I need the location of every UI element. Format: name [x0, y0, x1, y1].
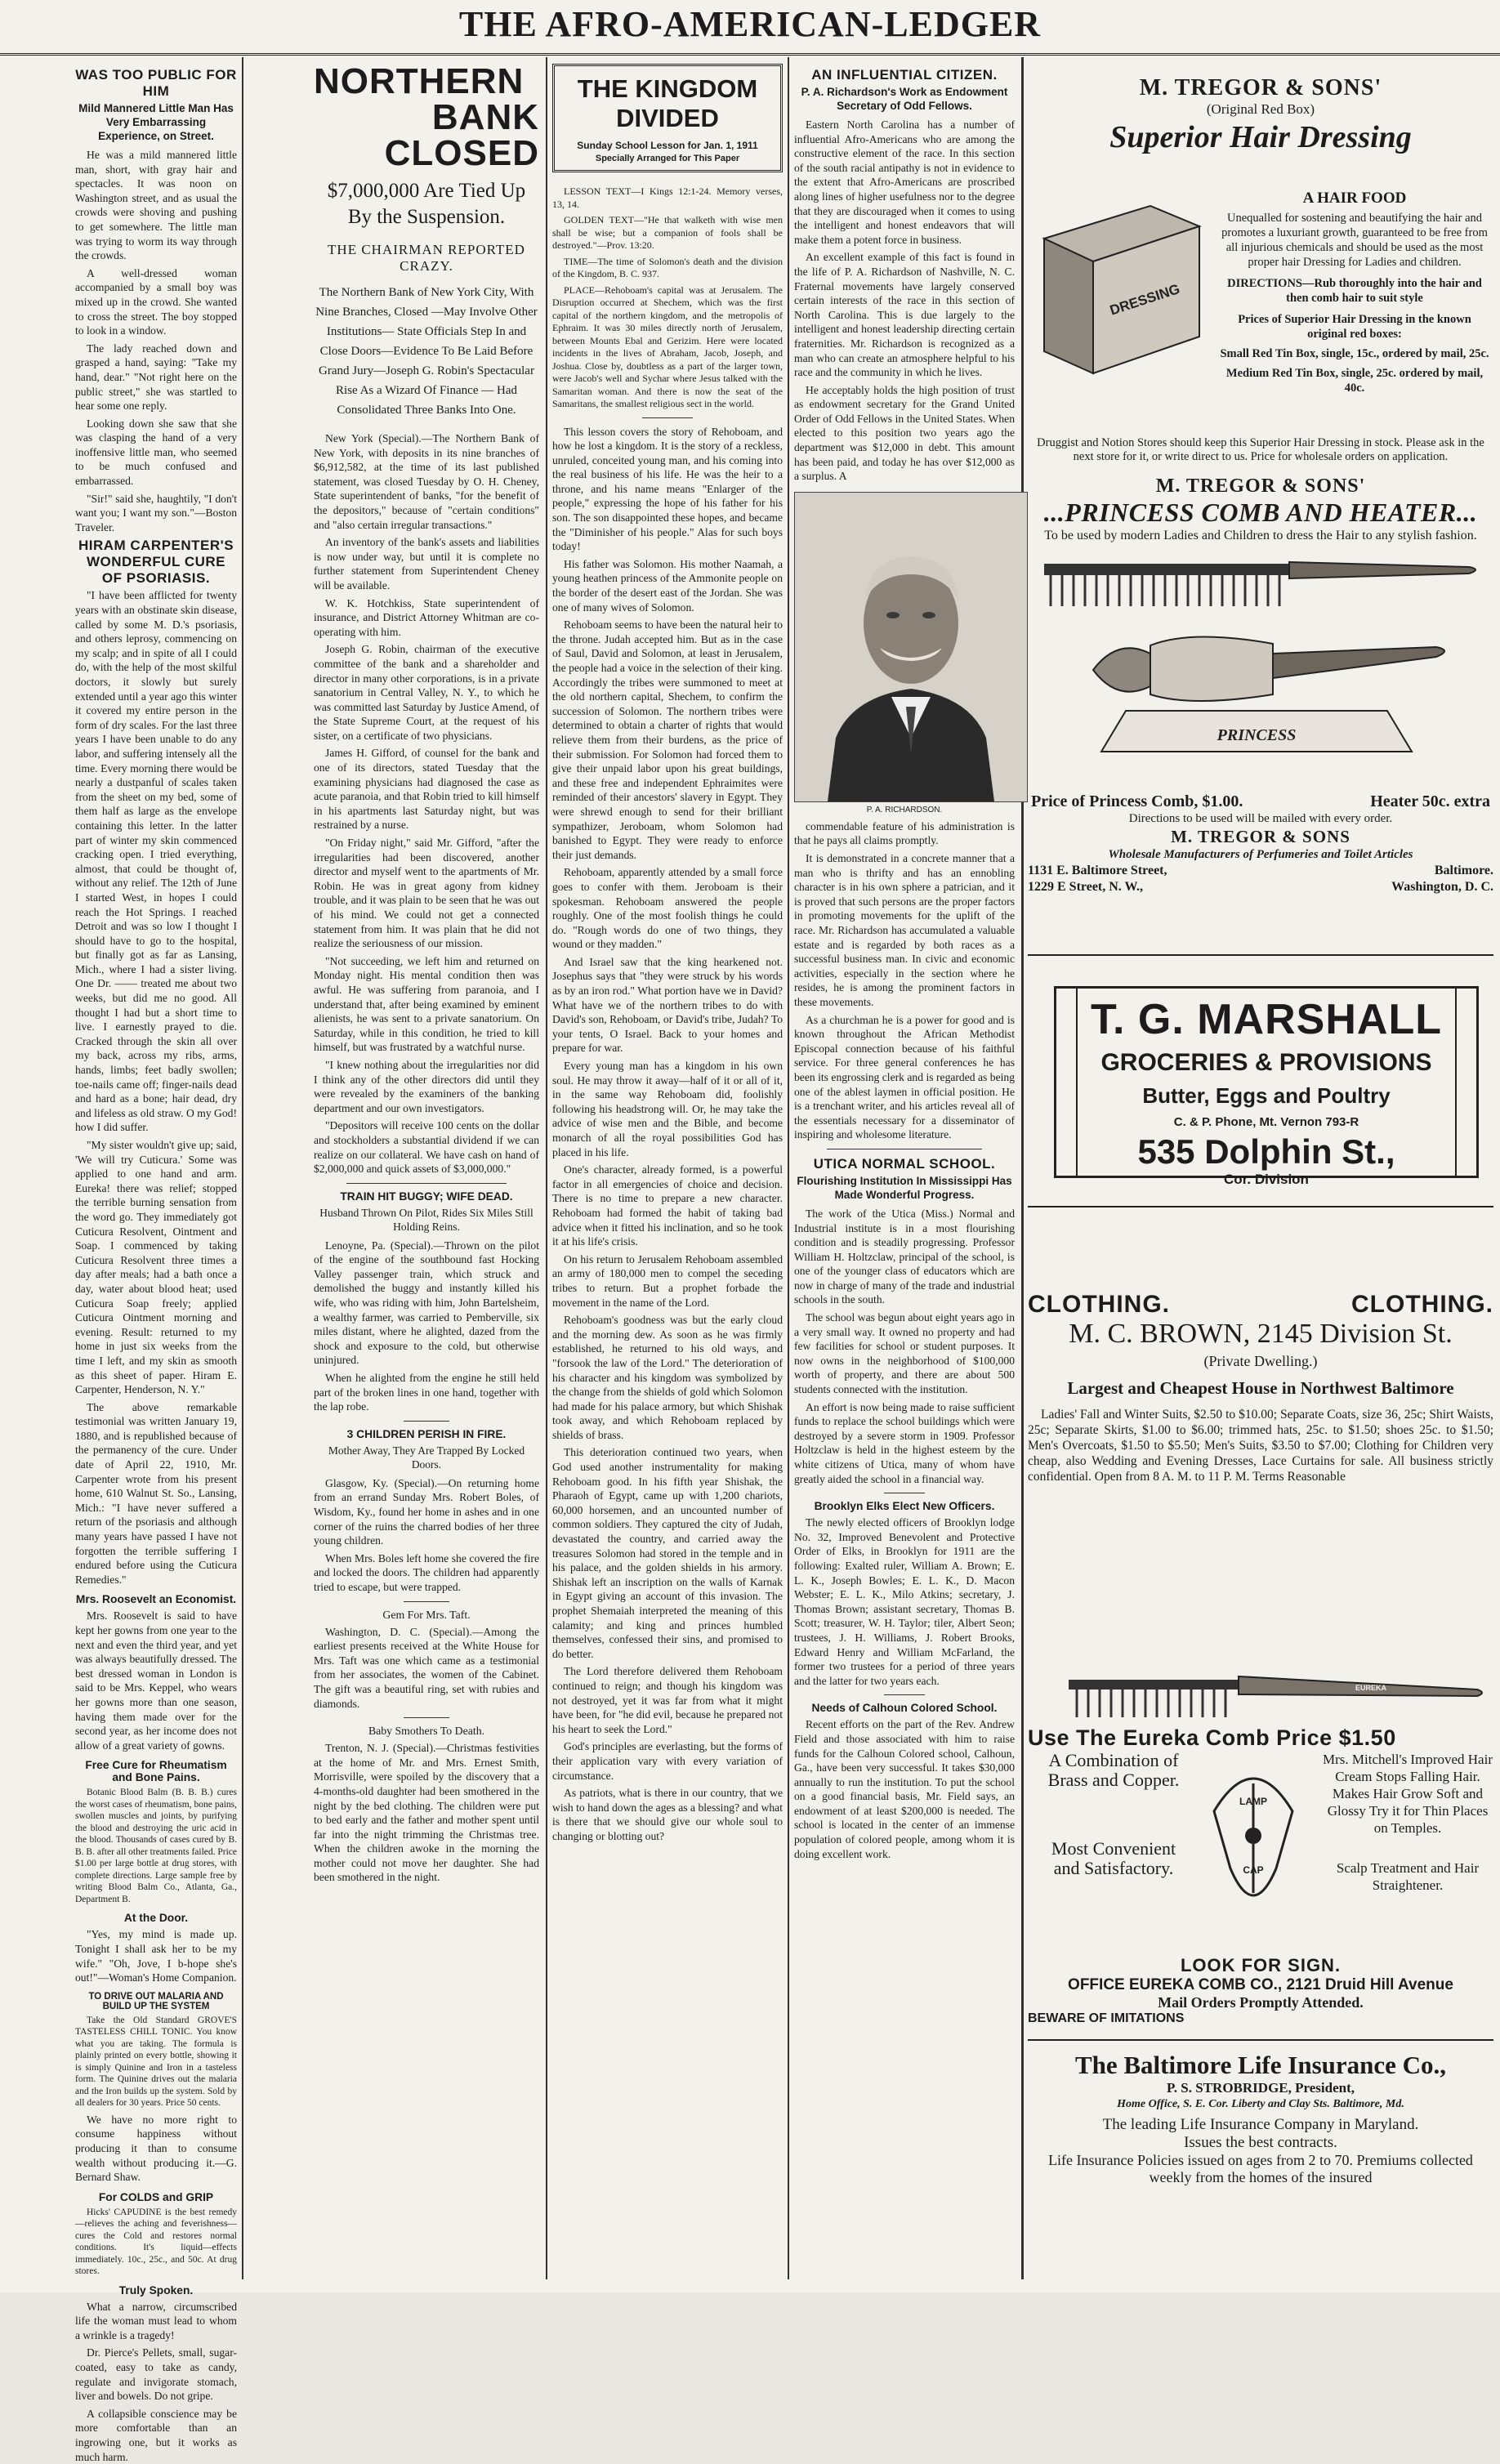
comb-icon: [1044, 562, 1475, 606]
office-address: OFFICE EUREKA COMB CO., 2121 Druid Hill Avenue: [1068, 1976, 1453, 1993]
article-paragraph: One's character, already formed, is a powerful factor in all emergencies of choice and decision. There is no time to prepare a new character. Rehoboam had formed the habit of taking bad advice when it fitted his inclination, and so he took it at his life's crisis.: [552, 1163, 783, 1248]
ad-title: Superior Hair Dressing: [1109, 120, 1412, 154]
lesson-meta: LESSON TEXT—I Kings 12:1-24. Memory verses, 13, 14.: [552, 185, 783, 210]
box-subtitle: Specially Arranged for This Paper: [595, 154, 740, 163]
article-paragraph: W. K. Hotchkiss, State superintendent of insurance, and District Attorney Whitman are co-operating with him.: [314, 596, 539, 638]
article-paragraph: Dr. Pierce's Pellets, small, sugar-coated, easy to take as candy, regulate and invigorate stomach, liver and bowels. Do not gripe.: [75, 2346, 237, 2403]
article-paragraph: Hicks' CAPUDINE is the best remedy—relieves the aching and feverishness—cures the Cold and restores normal conditions. It's liquid—effects immediately. 10c., 25c., and 50c. At drug stores.: [75, 2207, 237, 2277]
ad-text: Scalp Treatment and Hair Straightener.: [1336, 1860, 1480, 1893]
advertiser-name: M. TREGOR & SONS': [1155, 475, 1366, 497]
lesson-meta: GOLDEN TEXT—"He that walketh with wise men shall be wise; but a companion of fools shall be destroyed."—Prov. 13:20.: [552, 214, 783, 251]
eureka-comb-ad: [1028, 1665, 1493, 2033]
ad-title: Use The Eureka Comb Price $1.50: [1028, 1725, 1396, 1750]
stand-label: PRINCESS: [1217, 726, 1297, 744]
ad-note: (Private Dwelling.): [1203, 1353, 1318, 1369]
article-paragraph: Every young man has a kingdom in his own soul. He may throw it away—half of it or all of it, in the same way Rehoboam did, foolishly following his headstrong will. Or, he may take the advice of wise men and the Bible, and become monarch of all the royal possibilities God has placed in his life.: [552, 1060, 783, 1158]
article-headline: Gem For Mrs. Taft.: [382, 1608, 471, 1621]
article-headline: AN INFLUENTIAL CITIZEN.: [811, 67, 998, 83]
article-paragraph: Looking down she saw that she was clasping the hand of a very inoffensive little man, who seemed to be much confused and embarrassed.: [75, 417, 237, 488]
divider: [884, 1694, 925, 1695]
article-headline: HIRAM CARPENTER'S WONDERFUL CURE OF PSORIASIS.: [78, 538, 234, 587]
portrait-illustration: [795, 493, 1027, 801]
article-paragraph: James H. Gifford, of counsel for the bank and one of its directors, stated Tuesday that the examining physicians had diagnosed the case as acute paranoia, and that Robin tried to kill himself in his apartments last Saturday night, but was restrained by a nurse.: [314, 747, 539, 832]
advertiser-name: The Baltimore Life Insurance Co.,: [1074, 2051, 1447, 2079]
headline-line: NORTHERN: [314, 61, 525, 101]
article-paragraph: He acceptably holds the high position of trust as endowment secretary for the Grand United Order of Odd Fellows in the United States. When elected to this position two years ago the department was $12,000 in debt. This amount has been paid, and today he has over $12,000 as a surplus. A: [794, 383, 1015, 483]
portrait-photo: [794, 492, 1028, 802]
ad-text: Unequalled for sostening and beautifying the hair and promotes a luxuriant growth, guaranteed to be free from all injurious chemicals and should be used as the most proper hair Dressing for Ladies and children.: [1221, 212, 1488, 269]
article-headline: TO DRIVE OUT MALARIA AND BUILD UP THE SYSTEM: [88, 1991, 224, 2011]
tregor-copy: [1217, 190, 1492, 395]
ad-text: Mrs. Mitchell's Improved Hair Cream Stops Falling Hair. Makes Hair Grow Soft and Glossy Try it for Thin Places on Temples.: [1323, 1752, 1493, 1836]
article-headline: For COLDS and GRIP: [98, 2190, 214, 2203]
brown-clothing-ad: [1028, 1291, 1493, 1495]
article-paragraph: "Depositors will receive 100 cents on the dollar and stockholders a substantial dividend if we can realize on our collateral. We have cash on hand of $2,000,000 and quick assets of $3,000,000.": [314, 1119, 539, 1176]
article-deck: THE CHAIRMAN REPORTED CRAZY.: [328, 242, 525, 274]
article-paragraph: Rehoboam seems to have been the natural heir to the throne. Judah accepted him. But as in the case of Saul, David and Solomon, at least in Jerusalem, the people had a voice in the selection of their king. Accordingly the tribes were summoned to meet at the old northern capital, Shechem, to confirm the succession of Solomon. The northern tribes were determined to obtain a charter of rights that would relieve them from their burdens, as the price of their submission. For Solomon had forced them to give their unpaid labor upon his great buildings, and these free and independent Ephraimites were reminded of their ancestors' slavery in Egypt. They were shrewd enough to send for their brilliant sympathizer, Jeroboam, whom Solomon had banished to Egypt. They were ready to enforce their just demands.: [552, 618, 783, 861]
article-paragraph: "My sister wouldn't give up; said, 'We will try Cuticura.' Some was applied to one hand and arm. Eureka! there was relief; stopped the terrible burning sensation from the word go. They immediately got Cuticura Resolvent, Ointment and Soap. I commenced by taking Cuticura Resolvent three times a day after meals; had a bath once a day, water about blood heat; used Cuticura Soap freely; applied Cuticura Ointment morning and evening. Result: returned to my home in just six weeks from the time I left, and my skin as smooth as this sheet of paper. Hiram E. Carpenter, Henderson, N. Y.": [75, 1139, 237, 1396]
ad-text: Mail Orders Promptly Attended.: [1158, 1994, 1364, 2011]
office-address: Home Office, S. E. Cor. Liberty and Clay Sts. Baltimore, Md.: [1117, 2098, 1404, 2110]
president-name: P. S. STROBRIDGE, President,: [1166, 2080, 1355, 2096]
address-row: [1028, 863, 1493, 879]
article-paragraph: Botanic Blood Balm (B. B. B.) cures the worst cases of rheumatism, bone pains, swollen muscles and joints, by purifying the blood and destroying the uric acid in the blood. Thousands of cases cured by B. B. B. after all other treatments failed. Price $1.00 per large bottle at drug stores, with complete directions. Large sample free by writing Blood Balm Co., Atlanta, Ga., Department B.: [75, 1788, 237, 1904]
article-paragraph: When he alighted from the engine he still held part of the broken lines in one hand, together with the lap robe.: [314, 1372, 539, 1413]
article-paragraph: The Lord therefore delivered them Rehoboam continued to reign; and though his kingdom was not destroyed, yet it was far from what it might have been, for "he did evil, because he prepared not his heart to seek the Lord.": [552, 1665, 783, 1735]
divider: [404, 1717, 449, 1718]
advertiser-name: M. C. BROWN, 2145 Division St.: [1069, 1319, 1453, 1349]
ad-title: GROCERIES & PROVISIONS: [1100, 1049, 1432, 1076]
tin-label: DRESSING: [1108, 281, 1182, 319]
article-headline: Needs of Calhoun Colored School.: [811, 1702, 998, 1715]
column-1: [75, 64, 237, 2463]
comb-price: Price of Princess Comb, $1.00.: [1031, 792, 1243, 810]
princess-comb-ad: [1028, 475, 1493, 949]
article-paragraph: The lady reached down and grasped a hand, saying: "Take my hand, dear." "Not right here on the public street," she was startled to hear some one reply.: [75, 341, 237, 413]
article-paragraph: A collapsible conscience may be more comfortable than an ingrowing one, but it works as much harm.: [75, 2407, 237, 2463]
article-headline: WAS TOO PUBLIC FOR HIM: [75, 67, 237, 99]
article-paragraph: Take the Old Standard GROVE'S TASTELESS CHILL TONIC. You know what you are taking. The formula is plainly printed on every bottle, showing it is simply Quinine and Iron in a tasteless form. The Quinine drives out the malaria and the Iron builds up the system. Sold by all dealers for 30 years. Price 50 cents.: [75, 2015, 237, 2109]
photo-caption: P. A. RICHARDSON.: [866, 805, 943, 815]
advertiser-name: M. TREGOR & SONS': [1139, 75, 1382, 100]
column-2: [314, 61, 539, 2283]
ad-subtitle: A HAIR FOOD: [1302, 190, 1407, 207]
store-corner: Cor. Division: [1224, 1172, 1309, 1187]
article-paragraph: Trenton, N. J. (Special).—Christmas festivities at the home of Mr. and Mrs. Ernest Smith, Morrisville, were spoiled by the discovery that a 4-months-old daughter had been smothered in the night by the bed clothing. The children were put to bed early and the father and mother spent until far into the night trimming the Christmas tree. When the children awoke in the morning the mother could not move her daughter. She had been smothered in the night.: [314, 1742, 539, 1884]
article-paragraph: "I knew nothing about the irregularities nor did I think any of the other directors did until they were revealed by the examiners of the banking department and our own investigators.: [314, 1058, 539, 1114]
ad-text: Issues the best contracts.: [1184, 2134, 1337, 2151]
baltimore-life-ad: [1028, 2051, 1493, 2288]
lamp-cap-badge-icon: [1206, 1754, 1301, 1922]
price-row: [1028, 792, 1493, 811]
divider: [1028, 1206, 1493, 1207]
column-3: [552, 64, 783, 2283]
clothing-label: CLOTHING.: [1028, 1291, 1170, 1318]
box-subtitle: Sunday School Lesson for Jan. 1, 1911: [577, 140, 758, 151]
address-row: [1028, 879, 1493, 895]
article-paragraph: An excellent example of this fact is found in the life of P. A. Richardson of Nashville, N. C. Fraternal movements have largely conserved certain interests of the race in this section of North Carolina. This is due largely to the intelligent and honest leadership directing certain fraternities. Mr. Richardson is recognized as a man who can create an atmosphere helpful to his race and the community in which he lives.: [794, 251, 1015, 379]
article-headline: 3 CHILDREN PERISH IN FIRE.: [346, 1427, 507, 1440]
article-paragraph: "Sir!" said she, haughtily, "I don't want you; I want my son."—Boston Traveler.: [75, 492, 237, 533]
article-paragraph: As patriots, what is there in our country, that we wish to hand down the ages as a blessing? and what is there that we should give our whole soul to changing or blotting out?: [552, 1787, 783, 1842]
column-4: [794, 64, 1015, 2283]
article-paragraph: The newly elected officers of Brooklyn lodge No. 32, Improved Benevolent and Protective Order of Elks, in Brooklyn for 1911 are the following: Exalted ruler, William A. Brown; E. L. K., Joseph Bowles; E. L. K., D. Macon Webster; E. L. K., Milo Atkins; secretary, J. Thomas Brown; assistant secretary, Thomas B. Scott; treasurer, W. H. Taylor; tiler, Albert Seon; trustees, J. H. Williams, J. Robert Brooks, Edward Henry and William McFarland, the former two trustees for a period of three years and the latter for two years each.: [794, 1516, 1015, 1687]
article-paragraph: When Mrs. Boles left home she covered the fire and locked the doors. The children had apparently tried to escape, but were trapped.: [314, 1551, 539, 1593]
article-headline: UTICA NORMAL SCHOOL.: [813, 1155, 996, 1172]
article-paragraph: As a churchman he is a power for good and is known throughout the African Methodist Episcopal connection because of his faithful service. For three general conferences he has been its engrossing clerk and is regarded as being one of the ablest laymen in official position. He is a trenchant writer, and his articles reveal all of the essentials necessary for a disseminator of inspiring and wholesome literature.: [794, 1013, 1015, 1141]
article-subhead: Mild Mannered Little Man Has Very Embarrassing Experience, on Street.: [78, 102, 234, 142]
article-paragraph: This deterioration continued two years, when God used another instrumentality for making Rehoboam good. In his fifth year Shishak, the Pharaoh of Egypt, came up with 1,200 chariots, 60,000 horsemen, and an uncounted number of common soldiers. They captured the city of Judah, devastated the country, and carried away the treasures Solomon had stored in the temple and in his palace, and the golden shields in his armory. Shishak left an inscription on the walls of Karnak in Egypt giving an account of this invasion. The prophet Shemaiah interpreted the meaning of this calamity; and king and princes humbled themselves, confessed their sins, and promised to do better.: [552, 1446, 783, 1660]
article-paragraph: Rehoboam, apparently attended by a small force goes to confer with them. Jeroboam is their spokesman. Rehoboam answered the people roughly. One of the most foolish things he could do. "Rough words do one of two things, they wound or they madden.": [552, 866, 783, 951]
article-subhead: Mother Away, They Are Trapped By Locked Doors.: [328, 1444, 525, 1471]
divider: [346, 1183, 507, 1184]
heater-icon: [1093, 636, 1444, 752]
ad-text: The leading Life Insurance Company in Maryland.: [1102, 2116, 1419, 2133]
divider: [404, 1421, 449, 1422]
article-paragraph: Joseph G. Robin, chairman of the executive committee of the bank and a shareholder and director in many other corporations, is in a private sanatorium in Central Valley, N. Y., to which he was committed last Saturday by Justice Amend, of the State Supreme Court, at the request of his sister, on a certificate of two physicians.: [314, 643, 539, 742]
article-paragraph: Mrs. Roosevelt is said to have kept her gowns from one year to the next and even the third year, and yet was always beautifully dressed. The best dressed woman in London is said to be Mrs. Keppel, who wears her gowns more than one season, having them made over for the second year, as her income does not allow of a great variety of gowns.: [75, 1609, 237, 1752]
article-paragraph: "Not succeeding, we left him and returned on Monday night. His mental condition then was awful. He was suffering from paranoia, and I understand that, after being examined by eminent alienists, he was sent to a private sanatorium. On Saturday, while in this condition, he tried to kill himself, but was frustrated by a watchful nurse.: [314, 954, 539, 1054]
divider: [1028, 954, 1493, 956]
article-paragraph: It is demonstrated in a concrete manner that a man who is thrifty and has an ennobling character is in his own sphere a patrician, and it is proved that such persons are the proper factors in promoting movements for the uplift of the race. Mr. Richardson has accumulated a valuable estate and is regarded by both races as a successful business man. In civic and economic activities, especially in the section where he resides, he is among the prominent factors in these movements.: [794, 852, 1015, 1008]
ad-title: LOOK FOR SIGN.: [1180, 1955, 1342, 1975]
eureka-columns: [1028, 1751, 1493, 1955]
ad-note: (Original Red Box): [1206, 101, 1315, 117]
ad-subtitle: Butter, Eggs and Poultry: [1142, 1083, 1391, 1108]
article-paragraph: God's principles are everlasting, but the forms of their application vary with every variation of circumstance.: [552, 1740, 783, 1782]
ad-text: To be used by modern Ladies and Children to dress the Hair to any stylish fashion.: [1044, 529, 1477, 542]
column-rule: [546, 57, 547, 2279]
ad-text: Most Convenient and Satisfactory.: [1051, 1838, 1176, 1878]
article-paragraph: Rehoboam's goodness was but the early cloud and the morning dew. As soon as he was firmly established, he returned to his old ways, and "forsook the law of the Lord." The deterioration of his character and his kingdom was symbolized by the change from the shields of gold which Solomon had made for his palace armory, but which Shishak took away, and which Rehoboam replaced by shields of brass.: [552, 1314, 783, 1441]
divider: [642, 417, 693, 418]
advertiser-name: T. G. MARSHALL: [1091, 996, 1442, 1043]
article-paragraph: "I have been afflicted for twenty years with an obstinate skin disease, called by some M. D.'s psoriasis, and others leprosy, commencing on my scalp; and in spite of all I could do, with the help of the most skilful doctors, it slowly but surely extended until a year ago this winter it covered my entire person in the form of dry scales. For the last three years I have been unable to do any labor, and suffering intensely all the time. Every morning there would be nearly a dustpanful of scales taken from the sheet on my bed, some of them half as large as the envelope containing this letter. In the latter part of winter my skin commenced cracking open. I tried everything, almost, that could be thought of, without any relief. The 12th of June I started West, in hopes I could reach the Hot Springs. I reached Detroit and was so low I thought I should have to go to the hospital, but finally got as far as Lansing, Mich., where I had a sister living. One Dr. —— treated me about two weeks, but did me no good. All thought I had but a short time to live. I earnestly prayed to die. Cracked through the skin all over my back, across my ribs, arms, hands, limbs; feet badly swollen; toe-nails came off; finger-nails dead and hard as a bone; hair dead, dry and lifeless as old straw. O my God! how I did suffer.: [75, 589, 237, 1134]
article-paragraph: "Yes, my mind is made up. Tonight I shall ask her to be my wife." "Oh, Jove, I b-hope she's out!"—Woman's Home Companion.: [75, 1928, 237, 1984]
address-street: 1131 E. Baltimore Street,: [1028, 864, 1167, 877]
firm-subtitle: Wholesale Manufacturers of Perfumeries and Toilet Articles: [1108, 848, 1413, 861]
marshall-grocery-ad: [1054, 986, 1479, 1187]
box-title-line: THE KINGDOM: [577, 74, 758, 103]
hair-dressing-tin-illustration: [1028, 190, 1208, 377]
ad-text: A Combination of Brass and Copper.: [1047, 1750, 1180, 1790]
article-headline: Baby Smothers To Death.: [368, 1725, 485, 1738]
article-paragraph: On his return to Jerusalem Rehoboam assembled an army of 180,000 men to compel the seceding tribes to return. But a prophet forbade the movement in the name of the Lord.: [552, 1252, 783, 1309]
article-headline: Free Cure for Rheumatism and Bone Pains.: [85, 1759, 227, 1784]
store-address: 535 Dolphin St.,: [1137, 1132, 1395, 1171]
article-headline: TRAIN HIT BUGGY; WIFE DEAD.: [340, 1190, 513, 1203]
article-paragraph: An inventory of the bank's assets and liabilities is now under way, but until it is complete no further statement from Superintendent Cheney will be available.: [314, 536, 539, 591]
kingdom-headline-box: [552, 64, 783, 172]
article-subhead: Husband Thrown On Pilot, Rides Six Miles Still Holding Reins.: [319, 1206, 533, 1233]
eureka-left: [1044, 1751, 1183, 1878]
price-line: Small Red Tin Box, single, 15c., ordered by mail, 25c.: [1220, 347, 1489, 360]
ad-title: Largest and Cheapest House in Northwest Baltimore: [1067, 1378, 1454, 1398]
lesson-meta: TIME—The time of Solomon's death and the division of the Kingdom, B. C. 937.: [552, 255, 783, 279]
address-city: Washington, D. C.: [1391, 880, 1493, 894]
article-paragraph: Washington, D. C. (Special).—Among the earliest presents received at the White House for Mrs. Taft was one which came as a testimonial from her associates, the women of the Cabinet. The gift was a beautiful ring, set with rubies and diamonds.: [314, 1625, 539, 1710]
headline-line: BANK CLOSED: [384, 97, 539, 173]
article-paragraph: "On Friday night," said Mr. Gifford, "after the irregularities had been discovered, another director and myself went to the apartments of Mr. Robin. He was in great agony from kidney trouble, and it was plain to be seen that he was out of his mind. We could not get a connected statement from him. It was plain that he did not realize the seriousness of our mission.: [314, 837, 539, 950]
article-paragraph: The school was begun about eight years ago in a very small way. It owned no property and had few facilities for school or student purposes. It now owns in the neighborhood of $100,000 worth of property, and there are about 500 students connected with the institution.: [794, 1311, 1015, 1396]
eureka-comb-illustration: [1028, 1665, 1493, 1725]
address-city: Baltimore.: [1434, 864, 1493, 877]
ad-text: DIRECTIONS—Rub thoroughly into the hair and then comb hair to suit style: [1227, 277, 1482, 305]
article-paragraph: The above remarkable testimonial was written January 19, 1880, and is republished because of the permanency of the cure. Under date of April 22, 1910, Mr. Carpenter wrote from his present home, 610 Walnut St. So., Lansing, Mich.: "I have never suffered a return of the psoriasis and although many years have passed I have not forgotten the terrible suffering I endured before using the Cuticura Remedies.": [75, 1400, 237, 1586]
firm-name: M. TREGOR & SONS: [1171, 827, 1350, 846]
article-paragraph: Glasgow, Ky. (Special).—On returning home from an errand Sunday Mrs. Robert Boles, of Wisdom, Ky., found her home in ashes and in one corner of the ruins the charred bodies of her three young children.: [314, 1476, 539, 1547]
price-line: Medium Red Tin Box, single, 25c. ordered by mail, 40c.: [1225, 367, 1484, 395]
column-rule: [788, 57, 789, 2279]
divider: [404, 1601, 449, 1602]
article-paragraph: And Israel saw that the king hearkened not. Josephus says that "they were struck by his words as by an iron rod." What portion have we in David? What have we of the northern tribes to do with David's son, Rehoboam, or David's tribe, Judah? To your tents, O Israel. Back to your homes and prepare for war.: [552, 955, 783, 1055]
article-paragraph: His father was Solomon. His mother Naamah, a young heathen princess of the Ammonite people on the border of the desert east of the Jordan. She was one of many wives of Solomon.: [552, 557, 783, 614]
article-subhead: P. A. Richardson's Work as Endowment Secretary of Odd Fellows.: [801, 86, 1008, 112]
article-headline: At the Door.: [123, 1912, 189, 1925]
tregor-hair-dressing-ad: [1028, 75, 1493, 500]
phone-number: C. & P. Phone, Mt. Vernon 793-R: [1173, 1115, 1359, 1129]
ad-text: Prices of Superior Hair Dressing in the known original red boxes:: [1238, 313, 1471, 341]
column-rule: [1021, 57, 1024, 2279]
column-rule: [242, 57, 243, 2279]
article-headline: [314, 61, 539, 173]
lesson-meta: PLACE—Rehoboam's capital was at Jerusalem. The Disruption occurred at Shechem, which was the first capital of the northern kingdom, and the metropolis of Ephraim. It was 30 miles directly north of Jerusalem, between Mounts Ebal and Gerizim. Here were located incidents in the lives of Abraham, Jacob, Joseph, and Joshua. Close by, doubtless as a part of the larger town, were Jacob's well and Sychar where Jesus talked with the Samaritan woman. And there is now the seat of the Samaritans, the smallest religious sect in the world.: [552, 283, 783, 409]
ad-text: Ladies' Fall and Winter Suits, $2.50 to $10.00; Separate Coats, size 36, 25c; Shirt Waists, 25c; Separate Skirts, $1.00 to $6.00; trimmed hats, 25c. to $1.50; shoes 25c. to $1.50; Men's Overcoats, $1.50 to $5.50; Men's Suits, $3.50 to $7.00; Clothing for Children very cheap, also Wedding and Evening Dresses, Lace Curtains for sale. All business strictly confidential. Open from 8 A. M. to 11 P. M. Terms Reasonable: [1028, 1408, 1493, 1484]
masthead: THE AFRO-AMERICAN-LEDGER: [0, 0, 1500, 56]
box-title-line: DIVIDED: [616, 104, 719, 132]
divider: [1028, 2039, 1493, 2041]
ad-text: Druggist and Notion Stores should keep this Superior Hair Dressing in stock. Please ask in the next store for it, or write direct to us. Price for wholesale orders on application.: [1037, 436, 1484, 463]
eureka-right: [1322, 1751, 1493, 1894]
comb-label: EUREKA: [1355, 1684, 1387, 1692]
article-paragraph: New York (Special).—The Northern Bank of New York, with deposits in its nine branches of $6,912,582, at the time of its last published statement, was closed Tuesday by O. H. Cheney, State superintendent of banks, "for the benefit of the depositors," because of "certain conditions" and "also certain irregular transactions.": [314, 432, 539, 531]
ad-text: Life Insurance Policies issued on ages from 2 to 70. Premiums collected weekly from the homes of the insured: [1048, 2152, 1473, 2185]
article-headline: Brooklyn Elks Elect New Officers.: [814, 1500, 995, 1513]
article-deck: $7,000,000 Are Tied Up By the Suspension.: [327, 180, 526, 228]
article-paragraph: He was a mild mannered little man, short, with gray hair and spectacles. It was noon on Washington street, and as usual the crowds were shoving and pushing to get somewhere. The little man was trying to worm its way through the crowds.: [75, 149, 237, 262]
article-paragraph: Recent efforts on the part of the Rev. Andrew Field and those associated with him to raise funds for the Calhoun Colored school, Calhoun, Ga., have been very successful. It takes $30,000 annually to run the institution. To put the school on a good financial basis, Mr. Field says, an endowment of at least $200,000 is needed. The school is located in the center of an immense population of colored people, among whom it is doing excellent work.: [794, 1718, 1015, 1860]
article-paragraph: Eastern North Carolina has a number of influential Afro-Americans who are among the constructive element of the race. In this section of the south racial antipathy is not in evidence to the extent that Afro-Americans are proscribed along lines of higher usefulness nor to the degree that they are discouraged when it comes to using the intelligent and honest endeavors that will make them a potent force in business.: [794, 118, 1015, 246]
article-headline: Mrs. Roosevelt an Economist.: [75, 1593, 237, 1606]
article-paragraph: An effort is now being made to raise sufficient funds to replace the school buildings which were destroyed by a severe storm in 1909. Professor Holtzclaw is held in the highest esteem by the white citizens of Utica, many of whom have greatly aided the school in a financial way.: [794, 1400, 1015, 1485]
article-paragraph: What a narrow, circumscribed life the woman must lead to whom a wrinkle is a tragedy!: [75, 2300, 237, 2341]
comb-and-heater-illustration: [1028, 547, 1493, 792]
ad-warning: BEWARE OF IMITATIONS: [1028, 2011, 1185, 2025]
article-paragraph: We have no more right to consume happiness without producing it than to consume wealth without producing it.—G. Bernard Shaw.: [75, 2113, 237, 2184]
clothing-header: [1028, 1291, 1493, 1319]
heater-price: Heater 50c. extra: [1370, 792, 1490, 810]
article-paragraph: This lesson covers the story of Rehoboam, and how he lost a kingdom. It is the story of a reckless, unruled, conceited young man, and his coming into the real business of his life. He was the heir to a throne, and his name means "Enlarger of the people," expressing the hope of his father for his son. The son disappointed these hopes, and became the "Diminisher of his people." Alas for such boys today!: [552, 425, 783, 553]
address-street: 1229 E Street, N. W.,: [1028, 880, 1144, 894]
article-deck: The Northern Bank of New York City, With Nine Branches, Closed —May Involve Other Institutions— State Officials Step In and Close Doors—Evidence To Be Laid Before Grand Jury—Joseph G. Robin's Spectacular Rise As a Wizard Of Finance — Had Consolidated Three Banks Into One.: [315, 286, 538, 417]
ad-title: ...PRINCESS COMB AND HEATER...: [1043, 498, 1478, 527]
article-paragraph: Lenoyne, Pa. (Special).—Thrown on the pilot of the engine of the southbound fast Hocking Valley passenger train, which struck and demolished the buggy and instantly killed his wife, who was riding with him, John Bartelsheim, a wealthy farmer, was carried to Pemberville, six miles distant, where he alighted, dazed from the shock and exposure to the cold, but otherwise uninjured.: [314, 1239, 539, 1367]
article-headline: Truly Spoken.: [118, 2283, 194, 2297]
badge-text: LAMP: [1239, 1796, 1267, 1807]
badge-text: CAP: [1243, 1864, 1264, 1876]
ad-text: Directions to be used will be mailed with every order.: [1128, 812, 1393, 825]
article-paragraph: commendable feature of his administration is that he pays all claims promptly.: [794, 819, 1015, 847]
article-paragraph: A well-dressed woman accompanied by a small boy was mixed up in the crowd. She wanted to cross the street. The boy stopped to look in a window.: [75, 266, 237, 337]
clothing-label: CLOTHING.: [1351, 1291, 1493, 1318]
article-subhead: Flourishing Institution In Mississippi Has Made Wonderful Progress.: [797, 1174, 1012, 1201]
article-paragraph: The work of the Utica (Miss.) Normal and Industrial institute is in a most flourishing condition and is steadily progressing. Professor William H. Holtzclaw, principal of the school, is one of the younger class of educators which are now in charge of many of the trade and industrial schools in the south.: [794, 1207, 1015, 1306]
